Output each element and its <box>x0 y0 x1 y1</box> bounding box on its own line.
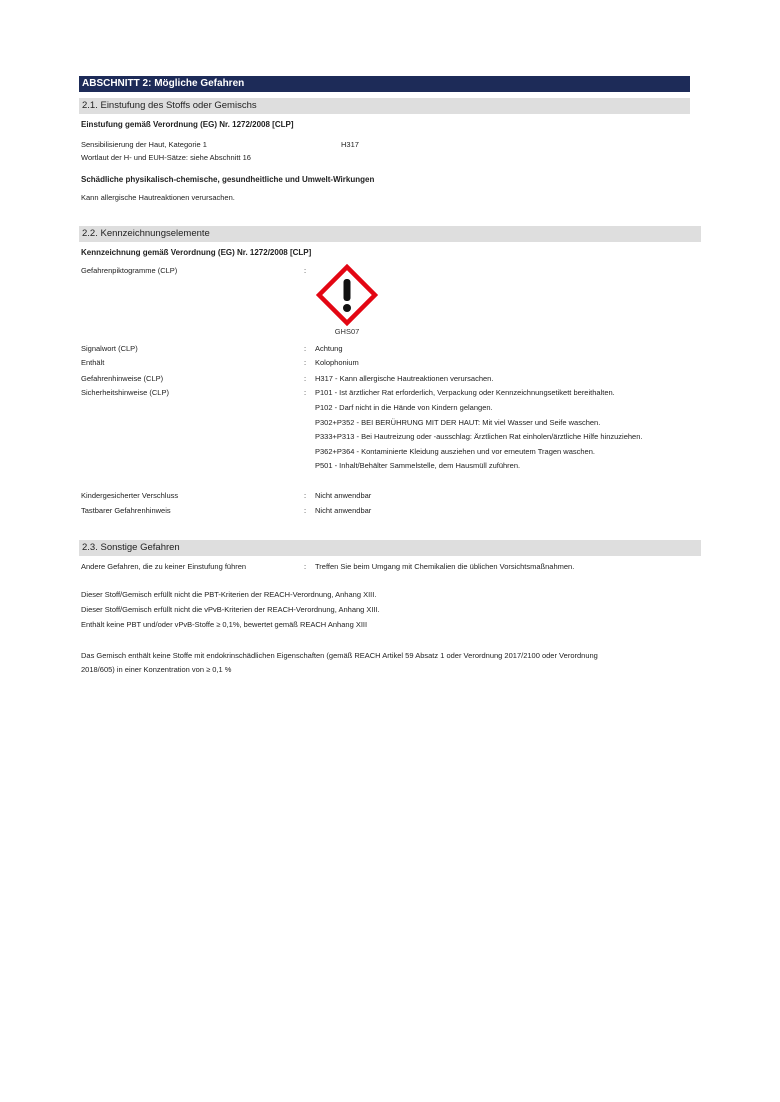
pictogram-code: GHS07 <box>334 327 360 336</box>
classification-code: H317 <box>341 140 359 149</box>
colon: : <box>304 388 307 397</box>
endocrine-statement-line-2: 2018/605) in einer Konzentration von ≥ 0,1 % <box>81 665 232 674</box>
signal-word-value: Achtung <box>315 344 343 353</box>
effects-title: Schädliche physikalisch-chemische, gesundheitliche und Umwelt-Wirkungen <box>81 175 375 184</box>
precautionary-statements-label: Sicherheitshinweise (CLP) <box>81 388 169 397</box>
contains-label: Enthält <box>81 358 105 367</box>
tactile-warning-value: Nicht anwendbar <box>315 506 372 515</box>
subsection-2-2-header: 2.2. Kennzeichnungselemente <box>79 226 701 242</box>
precaution-p362-p364: P362+P364 - Kontaminierte Kleidung ausziehen und vor erneutem Tragen waschen. <box>315 447 595 456</box>
tactile-warning-label: Tastbarer Gefahrenhinweis <box>81 506 171 515</box>
other-hazards-value: Treffen Sie beim Umgang mit Chemikalien die üblichen Vorsichtsmaßnahmen. <box>315 562 575 571</box>
labelling-regulation: Kennzeichnung gemäß Verordnung (EG) Nr. 1272/2008 [CLP] <box>81 248 312 257</box>
hazard-statement: H317 - Kann allergische Hautreaktionen verursachen. <box>315 374 494 383</box>
pictogram-label: Gefahrenpiktogramme (CLP) <box>81 266 178 275</box>
colon: : <box>304 344 307 353</box>
precaution-p101: P101 - Ist ärztlicher Rat erforderlich, Verpackung oder Kennzeichnungsetikett bereithalten. <box>315 388 615 397</box>
hazard-statements-label: Gefahrenhinweise (CLP) <box>81 374 164 383</box>
precaution-p501: P501 - Inhalt/Behälter Sammelstelle, dem Hausmüll zuführen. <box>315 461 521 470</box>
classification-text: Sensibilisierung der Haut, Kategorie 1 <box>81 140 207 149</box>
colon: : <box>304 491 307 500</box>
precaution-p302-p352: P302+P352 - BEI BERÜHRUNG MIT DER HAUT: Mit viel Wasser und Seife waschen. <box>315 418 601 427</box>
signal-word-label: Signalwort (CLP) <box>81 344 138 353</box>
effects-text: Kann allergische Hautreaktionen verursachen. <box>81 193 235 202</box>
colon: : <box>304 266 307 275</box>
colon: : <box>304 358 307 367</box>
colon: : <box>304 506 307 515</box>
classification-regulation: Einstufung gemäß Verordnung (EG) Nr. 1272/2008 [CLP] <box>81 120 294 129</box>
other-hazards-label: Andere Gefahren, die zu keiner Einstufung führen <box>81 562 247 571</box>
subsection-2-3-header: 2.3. Sonstige Gefahren <box>79 540 701 556</box>
contains-value: Kolophonium <box>315 358 359 367</box>
endocrine-statement-line-1: Das Gemisch enthält keine Stoffe mit endokrinschädlichen Eigenschaften (gemäß REACH Artikel 59 Absatz 1 oder Verordnung 2017/2100 oder Verordnung <box>81 651 598 660</box>
wording-note: Wortlaut der H- und EUH-Sätze: siehe Abschnitt 16 <box>81 153 251 162</box>
pbt-statement-3: Enthält keine PBT und/oder vPvB-Stoffe ≥ 0,1%, bewertet gemäß REACH Anhang XIII <box>81 620 368 629</box>
child-resistant-label: Kindergesicherter Verschluss <box>81 491 179 500</box>
section-2-header: ABSCHNITT 2: Mögliche Gefahren <box>79 76 690 92</box>
pbt-statement-2: Dieser Stoff/Gemisch erfüllt nicht die vPvB-Kriterien der REACH-Verordnung, Anhang XIII. <box>81 605 380 614</box>
child-resistant-value: Nicht anwendbar <box>315 491 372 500</box>
subsection-2-1-header: 2.1. Einstufung des Stoffs oder Gemischs <box>79 98 690 114</box>
precaution-p102: P102 - Darf nicht in die Hände von Kindern gelangen. <box>315 403 493 412</box>
precaution-p333-p313: P333+P313 - Bei Hautreizung oder -ausschlag: Ärztlichen Rat einholen/ärztliche Hilfe hinzuziehen. <box>315 432 643 441</box>
ghs07-exclamation-icon <box>316 264 378 326</box>
colon: : <box>304 562 307 571</box>
colon: : <box>304 374 307 383</box>
pbt-statement-1: Dieser Stoff/Gemisch erfüllt nicht die PBT-Kriterien der REACH-Verordnung, Anhang XIII. <box>81 590 377 599</box>
